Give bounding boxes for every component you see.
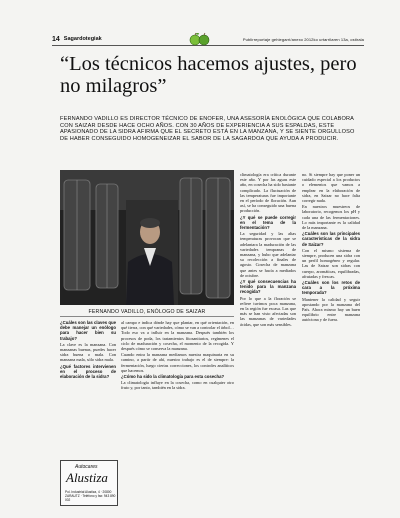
question-text: ¿Cómo ha sido la climatología para esta cosecha? [121, 374, 225, 380]
answer-text: no. Si siempre hay que poner un cuidado especial a los productos o elementos que vamos a emplear en la elaboración de sidra, en Saizar no hace falta corregir nada. [302, 172, 360, 204]
photo-illustration [60, 170, 234, 305]
question-text: ¿Qué factores intervienen en el proceso de elaboración de la sidra? [60, 363, 116, 380]
answer-text: Mantener la calidad y seguir apostando por la manzana del País. Ahora mismo hay un buen equilibrio entre manzana autóctona y de fuera. [302, 296, 360, 323]
question-text: ¿Cuáles son las principales características de la sidra de Saizar? [302, 231, 360, 247]
alustiza-advertisement [60, 460, 118, 506]
article-column-1 [60, 320, 116, 380]
answer-text: al campo e indica dónde hay que plantar, en qué orientación, en qué tierra, con qué variedades, cómo se van a controlar el árbol… Todo eso va a influir en la manzana. Después también los procesos de poda, los tratamientos fitosanitarios, regímenes el ciclo de maduración y cosecha, el momento de la recogida. Y después cómo se conserva la manzana. [121, 320, 234, 352]
apples-logo-icon [186, 32, 214, 46]
question-text: ¿Y qué se puede corregir en el tema de la fermentación? [240, 214, 296, 231]
ad-address: Pol. Industrial Alustiza, 4 · 20800 ZARAUTZ · Teléfono y fax: 943 890 002 [65, 490, 116, 502]
article-lead: FERNANDO VADILLO ES DIRECTOR TÉCNICO DE ENOFER, UNA ASESORÍA ENOLÓGICA QUE COLABORA CON SAIZAR DESDE HACE OCHO AÑOS. CON 30 AÑOS DE EXPERIENCIA A SUS ESPALDAS, ESTE APASIONADO DE LA SIDRA AFIRMA QUE EL SECRETO ESTÁ EN LA MANZANA, Y SE SIENTE ORGULLOSO DE HABER CONSEGUIDO HOMOGENEIZAR EL SABOR DE LA SAGARDOA QUE AYUDA A PRODUCIR. [60, 116, 355, 142]
article-column-2 [121, 320, 234, 392]
photo-caption: FERNANDO VADILLO, ENÓLOGO DE SAIZAR [88, 309, 206, 315]
answer-text: Por lo que a la floración se refiere tuvimos poca manzana, en la región fue escasa. Las que más se han visto afectadas son las manzanas de variedades ácidas, que son más sensibles. [240, 295, 296, 327]
caption-divider [60, 316, 234, 317]
ad-brand-name: Alustiza [66, 470, 108, 485]
answer-text: La clave es la manzana. Con manzanas buenas, puedes hacer sidra buena o mala. Con manzana mala, sólo sidra mala. [60, 341, 116, 363]
article-title: “Los técnicos hacemos ajustes, pero no milagros” [60, 53, 357, 97]
question-text: ¿Cuáles son las claves que debe manejar un enólogo para hacer bien su trabajo? [60, 320, 116, 341]
article-column-4 [302, 172, 360, 324]
answer-text: La seguridad y las altas temperaturas provocan que se adelantara la maduración de las variedades tempranas de manzana, y hubo que adelantar su recolección a finales de agosto. Cosecha de manzana que antes se hacía a mediados de octubre. [240, 231, 296, 278]
answer-text: En nuestros muestreos de laboratorio, recogemos los pH y cada una de las fermentaciones. Lo más importante es la calidad de la manzana. [302, 204, 360, 231]
article-column-3 [240, 172, 296, 328]
question-text: ¿Y qué consecuencias ha tenido para la manzana recogida? [240, 279, 296, 295]
page-number: 14 [52, 35, 60, 43]
publication-info: Publirreportaje gehiegarri/anexo 2012ko urtarrilaren 13a, ostirala [242, 36, 364, 42]
answer-text: climatología era crítica durante este año. Y por las aguas este año, en cosecha ha sido bastante complicado. La fluctuación de las temperaturas fue importante en el período de floración. Aun así, se ha conseguido una buena producción. [240, 172, 296, 214]
section-name: Sagardotegiak [63, 36, 102, 42]
ad-brand-subtitle: Autocares [75, 464, 98, 470]
answer-text: Cuando entra la manzana mediamos nuestra maquinaria en su camino, a partir de ahí, nuestro trabajo es el de siempre: la fermentación, luego ciertas correcciones, los controles analíticos que hacemos. [121, 352, 234, 373]
answer-text: Con el mismo sistema de siempre, producen una sidra con un perfil homogéneo y regular. Las de Saizar son sidras con cuerpo, aromáticas, equilibradas, afrutadas y frescas. [302, 247, 360, 279]
interview-photo [60, 170, 234, 305]
answer-text: La climatología influye en la cosecha, como en cualquier otro fruto y, por tanto, también en la sidra. [121, 380, 234, 391]
question-text: ¿Cuáles son los retos de cara a la próxima temporada? [302, 280, 360, 296]
